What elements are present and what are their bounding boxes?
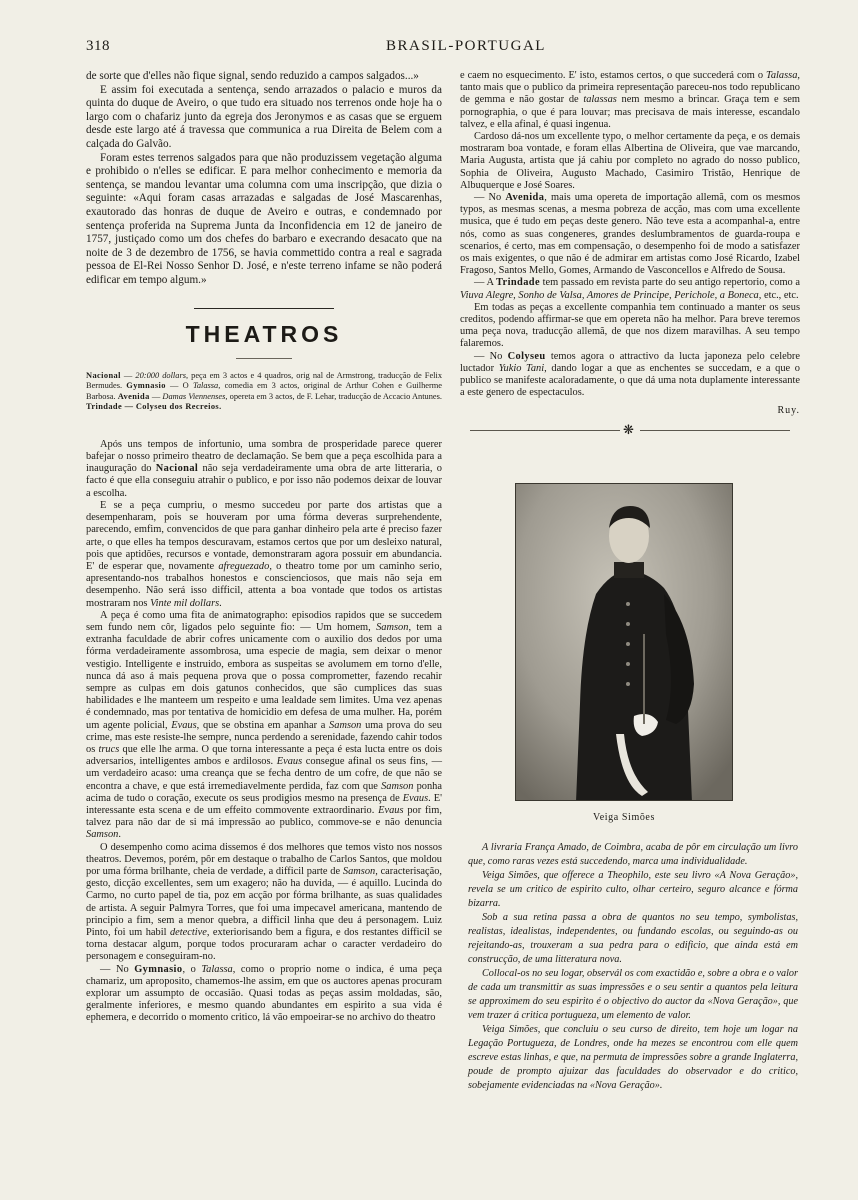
portrait-illustration <box>516 484 733 801</box>
paragraph: Cardoso dá-nos um excellente typo, o melhor certamente da peça, e os demais mostraram boa vontade, e foram ellas Albertina de Oliveira, que vae marcando, Maria Augusta, artista que já cahiu por completo no agrado do nosso publico, Sophia de Oliveira, Augusto Machado, Casimiro Tristão, Henrique de Albuquerque e José Soares. <box>460 131 800 191</box>
review-paragraph: A livraria França Amado, de Coimbra, acaba de pôr em circulação um livro que, como raras vezes está succedendo, marca uma individualidade. <box>468 842 798 867</box>
page-header <box>86 38 786 58</box>
paragraph: Após uns tempos de infortunio, uma sombra de prosperidade parece querer bafejar o nosso primeiro theatro de declamação. Se bem que a peça escolhida para a inauguração do Nacional não seja verdadeiramente uma obra de arte litteraria, o facto é que ella conseguiu atrahir o publico, e por isso não podemos deixar de louvar a escolha. <box>86 438 443 499</box>
divider <box>236 358 292 359</box>
author-signature: Ruy. <box>777 405 800 417</box>
paragraph: Em todas as peças a excellente companhia tem continuado a manter os seus creditos, podendo affirmar-se que em opereta não ha melhor. Para breve teremos uma peça nova, traducção allemã, de que nos dizem maravilhas. A seu tempo falaremos. <box>460 301 800 350</box>
portrait-photo <box>515 483 733 801</box>
book-review <box>468 841 798 1093</box>
paragraph: O desempenho como acima dissemos é dos melhores que temos visto nos nossos theatros. Devemos, porém, pôr em destaque o trabalho de Carlos Santos, que moldou por uma fórma brilhante, cheia de verdade, a difficil parte de Samson, caracterisação, gesto, dicção excellentes, sem um exagero; não ha duvida, — é aquillo. Lucinda do Carmo, no curto papel de tia, poz em acção por fórma brilhante, as suas qualidades de artista. A seguir Palmyra Torres, que foi uma impecavel americana, mantendo de principio a fim, sem a menor quebra, a difficil linha que deu á personagem. Luiz Pinto, foi um habil detective, exteriorisando bem a figura, e dos restantes difficil se torna destacar algum, porque todos procuraram achar o caracter verdadeiro do personagem e conseguiram-no. <box>86 841 442 963</box>
review-paragraph: Collocal-os no seu logar, observál os com exactidão e, sobre a obra e o valor de cada um transmittir as suas impressões e o seu sentir a quantos pela leitura se approximem do seu espirito é o objectivo do auctor da «Nova Geração», que vem trazer á critica portugueza, um elemento de valor. <box>468 968 798 1021</box>
right-column <box>460 70 800 448</box>
paragraph: — A Trindade tem passado em revista parte do seu antigo repertorio, como a Viuva Alegre, Sonho de Valsa, Amores de Principe, Perichole, a Boneca, etc., etc. <box>460 277 800 301</box>
divider <box>640 430 790 431</box>
review-paragraph: Veiga Simões, que concluiu o seu curso de direito, tem hoje um logar na Legação Portugueza, de Londres, onde ha mezes se encontrou com elle quem escreve estas linhas, e que, na permuta de impressões sobre a grande Inglaterra, poude de prompto ajuizar das faculdades do observador e do critico, sobejamente evidenciadas na «Nova Geração». <box>468 1024 798 1091</box>
paragraph: E assim foi executada a sentença, sendo arrazados o palacio e muros da quinta do duque de Aveiro, o que tudo era situado nos terrenos onde hoje ha o largo com o chafariz junto da egreja dos Jeronymos e as casas que se erguem desde este largo até á travessa que communica a rua Direita de Belem com a calçada do Galvão. <box>86 83 442 150</box>
section-title: THEATROS <box>185 320 343 347</box>
flower-ornament-icon: ❋ <box>623 422 634 438</box>
paragraph: — No Gymnasio, o Talassa, como o proprio nome o indica, é uma peça chamariz, um aproposito, chamemos-lhe assim, em que os auctores apenas procuram explorar um assumpto de occasião. Quasi todas as peças assim moldadas, são, geralmente inferiores, e mesmo quando abundantes em espirito a sua vida é ephemera, e decorrido o momento critico, lá vão empoeirar-se no archivo do theatro <box>86 963 442 1024</box>
ornament-divider <box>460 422 800 438</box>
paragraph: Foram estes terrenos salgados para que não produzissem vegetação alguma e prohibido o n'elles se edificar. E para melhor conhecimento e memoria da sentença, se mandou levantar uma columna com uma inscripção, que dizia o seguinte: «Aqui foram casas arrazadas e salgadas de José Mascarenhas, exautorado das honras de duque de Aveiro e outras, e condemnado por sentença proferida na Suprema Junta da Inconfidencia em 12 de janeiro de 1757, justiçado como um dos chefes do barbaro e execrando desacato que na noite de 3 de dezembro de 1756, se havia commettido contra a real e sagrada pessoa de El-Rei Nosso Senhor D. José, e n'este terreno infame se não poderá edificar em tempo algum.» <box>86 151 442 286</box>
left-column <box>86 70 442 1025</box>
page-number: 318 <box>86 38 110 54</box>
theatre-summary: Nacional — 20:000 dollars, peça em 3 actos e 4 quadros, orig nal de Armstrong, traducção de Felix Bermudes. Gymnasio — O Talassa, comedia em 3 actos, original de Arthur Cohen e Guilherme Barbosa. Avenida — Damas Viennenses, opereta em 3 actos, de F. Lehar, traducção de Accacio Antunes. Trindade — Colyseu dos Recreios. <box>86 370 443 412</box>
running-title: BRASIL-PORTUGAL <box>386 38 546 54</box>
paragraph: E se a peça cumpriu, o mesmo succedeu por parte dos artistas que a desempenharam, pois se houveram por uma fórma deveras surprehendente, parecendo, emfim, convencidos de que para ganhar dinheiro pela arte é preciso fazer arte, o que elles ha tempos descuravam, estamos certos que por um desleixo natural, pois que aptidões, recursos e vontade, demonstraram agora possuir em abundancia. E' de esperar que, novamente afreguezado, o theatro tome por um caminho serio, apresentando-nos trabalhos honestos e conscienciosos, que mais não seja em desempenho. Não será isso difficil, attenta a boa vontade que todos os artistas mostraram nos Vinte mil dollars. <box>86 499 442 609</box>
paragraph: — No Avenida, mais uma opereta de importação allemã, com os mesmos typos, as mesmas scenas, a mesma pobreza de acção, mas com uma excellente musica, que é tudo em peças deste genero. Não teve esta a acompanhal-a, entre nós, como as suas congeneres, grandes deslumbramentos de guarda-roupa e scenarios, é certo, mas em compensação, o desempenho foi de modo a satisfazer os mais exigentes, o que não é de admirar em artistas como José Ricardo, Izabel Fragoso, Santos Mello, Gomes, Armando de Vasconcellos e Alfredo de Sousa. <box>460 192 800 277</box>
paragraph: A peça é como uma fita de animatographo: episodios rapidos que se succedem sem fundo nem côr, ligados pelo seguinte fio: — Um homem, Samson, tem a extranha faculdade de abrir cofres unicamente com o auxilio dos dedos por uma fórma verdadeiramente assombrosa, uma especie de magia, sem deixar o menor vestigio. Intelligente e instruido, embora as suspeitas se avolumem em torno d'elle, nunca dá aso á mais pequena prova que o possa comprometter, fazendo recahir sempre as culpas em dois gatunos conhecidos, que são cumplices das suas habilidades e lhe manteem um respeito e uma lealdade sem limites. Uma vez apenas é condemnado, mas por tentativa de homicidio em defesa de uma mulher. Ha, porém um agente policial, Evaus, que se obstina em apanhar a Samson uma prova do seu crime, mas este resiste-lhe sempre, nunca perdendo a serenidade, fazendo cahir todos os trucs que elle lhe arma. O que torna interessante a peça é esta lucta entre os dois adversarios, intelligentes ambos e ardilosos. Evaus consegue afinal os seus fins, — um verdadeiro acaso: uma creança que se fecha dentro de um cofre, de que não se encontra a chave, e que está irremediavelmente perdida, faz com que Samson ponha acima de tudo o coração, execute os seus prodigios mesmo na presença de Evaus. E' interessante esta scena e de um effeito commovente extraordinario. Evaus por fim, talvez para não dar de si má impressão ao publico, commove-se e não denuncia Samson. <box>86 609 443 841</box>
section-rule <box>194 308 334 309</box>
paragraph: — No Colyseu temos agora o attractivo da lucta japoneza pelo celebre luctador Yukio Tani, dando logar a que as enchentes se succedam, e a que o publico se manifeste acaloradamente, o que dá uma nota duplamente interessante a este genero de espectaculos. <box>460 350 800 399</box>
paragraph: e caem no esquecimento. E' isto, estamos certos, o que succederá com o Talassa, tanto mais que o publico da primeira representação pareceu-nos todo republicano de gemma e não gostar de talassas nem mesmo a brincar. Graça tem e sem pornographia, o que é para louvar; mas precisava de mais interesse, escandalo talvez, e ella afinal, é quasi ingenua. <box>460 70 800 130</box>
paragraph: de sorte que d'elles não fique signal, sendo reduzido a campos salgados...» <box>86 70 419 82</box>
photo-caption: Veiga Simões <box>593 812 655 823</box>
review-paragraph: Sob a sua retina passa a obra de quantos no seu tempo, symbolistas, realistas, idealistas, independentes, ou fundando escolas, ou seguindo-as ou rejeitando-as, trouxeram a sua pedra para o edificio, que ainda está em construcção, de uma litteratura nova. <box>468 912 798 965</box>
divider <box>470 430 620 431</box>
review-paragraph: Veiga Simões, que offerece a Theophilo, este seu livro «A Nova Geração», revela se um critico de espirito culto, olhar certeiro, seguro alcance e fórma bizarra. <box>468 870 798 909</box>
